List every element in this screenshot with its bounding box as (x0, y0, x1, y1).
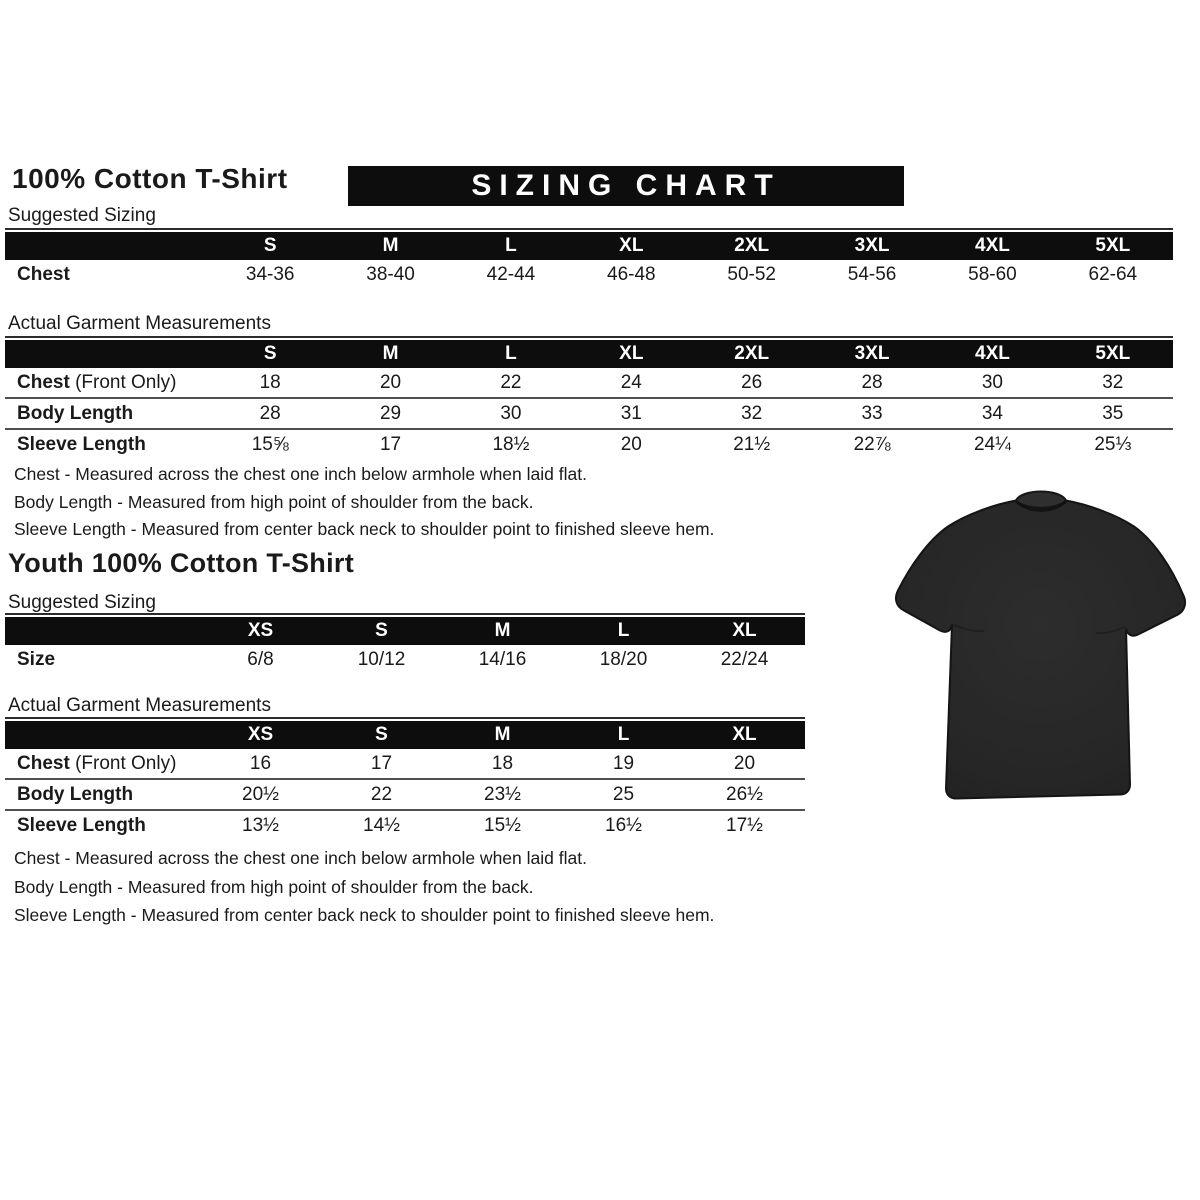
adult-measurements-header-row (5, 340, 1173, 368)
size-header-cell: M (494, 620, 511, 641)
youth-sleeve-length-row (5, 811, 805, 840)
size-header-cell: L (505, 235, 517, 256)
chest-range-cell: 42-44 (486, 263, 536, 285)
note-sleeve-length: Sleeve Length - Measured from center back neck to shoulder point to finished sleeve hem. (14, 905, 715, 925)
size-header-cell: S (263, 343, 277, 364)
size-header-cell: XL (732, 724, 757, 745)
size-header-cell: 4XL (975, 235, 1010, 256)
row-label-text: Chest (17, 371, 70, 393)
size-header-cell: L (617, 620, 630, 641)
sleeve-length-value-cell: 17½ (726, 814, 763, 836)
chest-range-cell: 58-60 (968, 263, 1017, 285)
chest-range-cell: 38-40 (366, 263, 415, 285)
body-length-value-cell: 32 (741, 402, 763, 424)
sleeve-length-value-cell: 20 (620, 433, 642, 455)
youth-size-row (5, 645, 805, 674)
size-range-cell: 6/8 (247, 648, 274, 670)
row-label-text: Chest (17, 263, 70, 285)
adult-suggested-sizing-label: Suggested Sizing (8, 205, 156, 226)
youth-measurements-label: Actual Garment Measurements (8, 695, 271, 716)
row-label (5, 434, 210, 456)
adult-suggested-chest-row (5, 260, 1173, 289)
sleeve-length-value-cell: 15⅝ (251, 433, 289, 455)
chest-value-cell: 32 (1102, 371, 1124, 393)
youth-chest-row (5, 749, 805, 780)
row-label-text: Body Length (17, 402, 134, 424)
adult-chest-row (5, 368, 1173, 399)
tshirt-graphic (888, 478, 1198, 813)
chest-value-cell: 30 (981, 371, 1003, 393)
row-label-text: Sleeve Length (17, 433, 146, 455)
size-header-cell: S (375, 724, 388, 745)
adult-measurement-notes (14, 461, 714, 544)
note-body-length: Body Length - Measured from high point of shoulder from the back. (14, 491, 534, 512)
size-range-cell: 14/16 (478, 648, 527, 670)
size-header-cell: M (382, 343, 399, 364)
sleeve-length-value-cell: 24¼ (973, 433, 1011, 455)
size-header-cell: XS (247, 724, 274, 745)
chest-value-cell: 16 (249, 752, 272, 774)
size-header-cell: XS (247, 620, 274, 641)
body-length-value-cell: 29 (379, 402, 402, 424)
size-range-cell: 18/20 (599, 648, 648, 670)
chest-range-cell: 50-52 (727, 263, 776, 285)
youth-measurement-notes (14, 844, 714, 930)
size-header-cell: S (375, 620, 388, 641)
tshirt-image (888, 478, 1198, 813)
youth-suggested-header-row (5, 617, 805, 645)
note-chest: Chest - Measured across the chest one inch below armhole when laid flat. (14, 848, 587, 868)
page-title: 100% Cotton T-Shirt (12, 163, 288, 194)
youth-section-title: Youth 100% Cotton T-Shirt (8, 548, 354, 578)
adult-sleeve-length-row (5, 430, 1173, 459)
row-label (5, 264, 210, 286)
body-length-value-cell: 26½ (726, 783, 763, 805)
size-header-cell: M (494, 724, 511, 745)
table-top-rule (5, 336, 1173, 338)
row-label (5, 815, 200, 837)
row-label-text: Sleeve Length (17, 814, 146, 836)
row-label-suffix: (Front Only) (69, 752, 177, 774)
sleeve-length-value-cell: 22⅞ (853, 433, 891, 455)
table-top-rule (5, 228, 1173, 230)
body-length-value-cell: 35 (1102, 402, 1124, 424)
size-header-cell: 4XL (975, 343, 1010, 364)
size-header-cell: 2XL (734, 343, 770, 364)
size-header-cell: M (382, 235, 399, 256)
chest-range-cell: 54-56 (847, 263, 897, 285)
sleeve-length-value-cell: 14½ (363, 814, 400, 836)
body-length-value-cell: 34 (981, 402, 1003, 424)
youth-suggested-sizing-label: Suggested Sizing (8, 592, 156, 613)
sleeve-length-value-cell: 21½ (733, 433, 771, 455)
table-top-rule (5, 613, 805, 615)
body-length-value-cell: 33 (861, 402, 883, 424)
body-length-value-cell: 31 (620, 402, 642, 424)
sizing-chart-banner: SIZING CHART (348, 166, 904, 206)
size-header-cell: L (505, 343, 517, 364)
adult-body-length-row (5, 399, 1173, 430)
size-header-cell: 5XL (1095, 235, 1131, 256)
youth-body-length-row (5, 780, 805, 811)
size-header-cell: 3XL (854, 235, 890, 256)
sleeve-length-value-cell: 13½ (242, 814, 279, 836)
chest-range-cell: 62-64 (1088, 263, 1138, 285)
row-label (5, 403, 210, 425)
row-label-text: Chest (17, 752, 70, 774)
size-header-cell: 2XL (734, 235, 770, 256)
chest-range-cell: 46-48 (607, 263, 656, 285)
row-label (5, 753, 200, 775)
chest-value-cell: 28 (861, 371, 883, 393)
body-length-value-cell: 22 (370, 783, 393, 805)
note-sleeve-length: Sleeve Length - Measured from center back neck to shoulder point to finished sleeve hem. (14, 519, 715, 539)
chest-value-cell: 26 (741, 371, 763, 393)
size-range-cell: 10/12 (357, 648, 406, 670)
body-length-value-cell: 28 (259, 402, 281, 424)
sleeve-length-value-cell: 18½ (492, 433, 530, 455)
size-header-cell: L (617, 724, 630, 745)
size-header-cell: XL (732, 620, 757, 641)
body-length-value-cell: 20½ (242, 783, 279, 805)
sleeve-length-value-cell: 16½ (605, 814, 642, 836)
note-body-length: Body Length - Measured from high point of shoulder from the back. (14, 876, 534, 897)
chest-value-cell: 18 (491, 752, 514, 774)
size-header-cell: XL (619, 235, 644, 256)
chest-value-cell: 22 (500, 371, 522, 393)
youth-suggested-sizing-table (5, 613, 805, 674)
sleeve-length-value-cell: 15½ (484, 814, 521, 836)
adult-suggested-sizing-table (5, 228, 1173, 289)
row-label (5, 649, 200, 671)
note-chest: Chest - Measured across the chest one inch below armhole when laid flat. (14, 464, 587, 484)
size-header-cell: XL (619, 343, 644, 364)
chest-value-cell: 20 (379, 371, 402, 393)
sleeve-length-value-cell: 17 (379, 433, 402, 455)
size-header-cell: 3XL (854, 343, 890, 364)
adult-suggested-header-row (5, 232, 1173, 260)
size-header-cell: 5XL (1095, 343, 1131, 364)
youth-measurements-table (5, 717, 805, 840)
chest-range-cell: 34-36 (245, 263, 295, 285)
sleeve-length-value-cell: 25⅓ (1094, 433, 1132, 455)
row-label (5, 372, 210, 394)
row-label-suffix: (Front Only) (69, 371, 177, 393)
adult-measurements-label: Actual Garment Measurements (8, 313, 271, 334)
chest-value-cell: 17 (370, 752, 393, 774)
size-range-cell: 22/24 (720, 648, 769, 670)
body-length-value-cell: 30 (500, 402, 522, 424)
body-length-value-cell: 23½ (484, 783, 521, 805)
body-length-value-cell: 25 (612, 783, 635, 805)
row-label-text: Size (17, 648, 56, 670)
chest-value-cell: 18 (259, 371, 281, 393)
row-label-text: Body Length (17, 783, 134, 805)
chest-value-cell: 20 (733, 752, 756, 774)
size-header-cell: S (263, 235, 277, 256)
adult-measurements-table (5, 336, 1173, 459)
chest-value-cell: 19 (612, 752, 635, 774)
youth-measurements-header-row (5, 721, 805, 749)
table-top-rule (5, 717, 805, 719)
chest-value-cell: 24 (620, 371, 642, 393)
row-label (5, 784, 200, 806)
